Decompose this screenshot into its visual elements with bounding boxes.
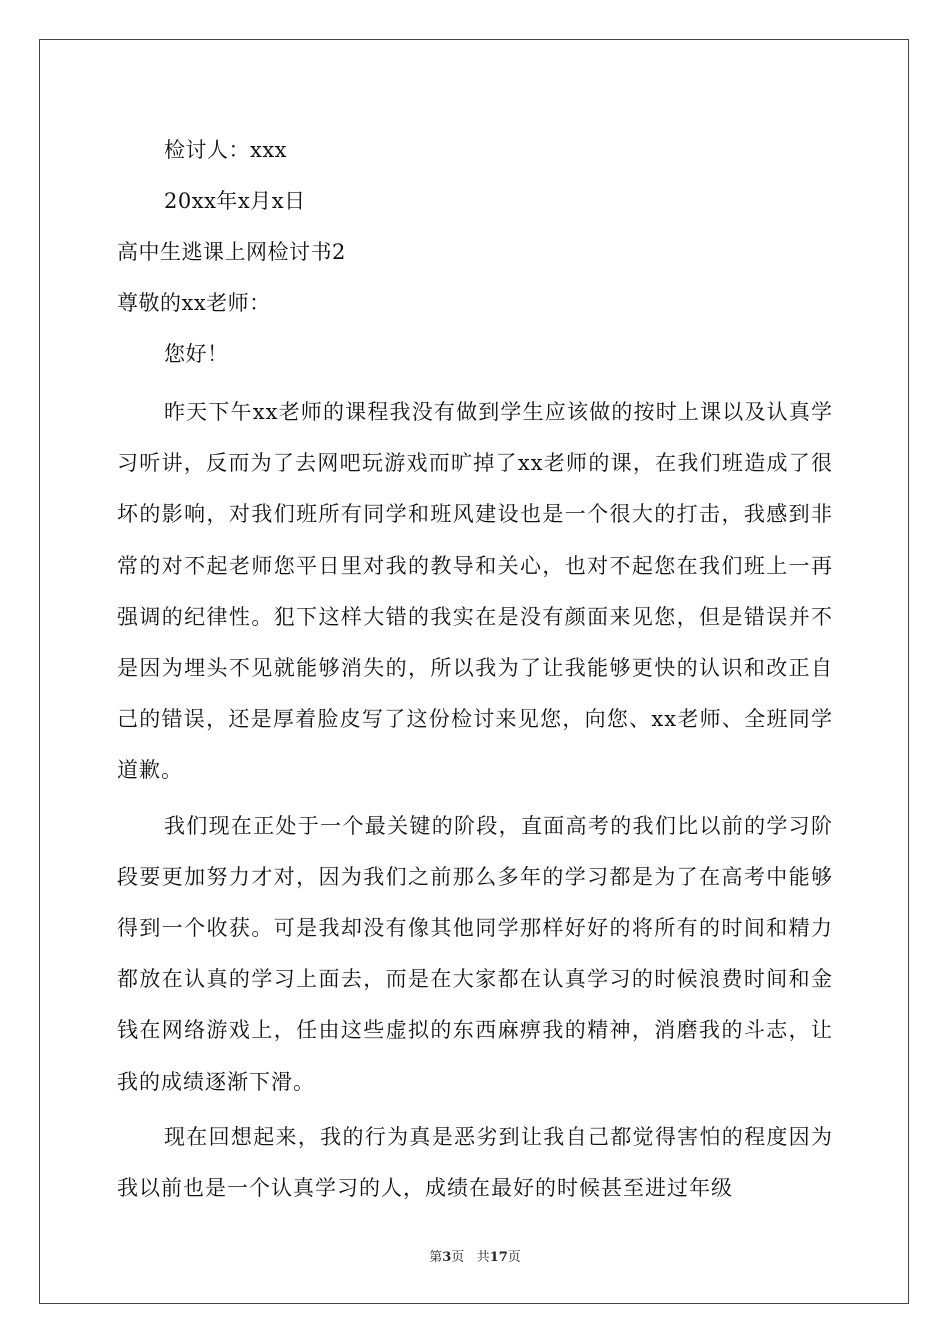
paragraph-3: 现在回想起来，我的行为真是恶劣到让我自己都觉得害怕的程度因为我以前也是一个认真学习的人，成绩在最好的时候甚至进过年级 (117, 1124, 833, 1201)
total-pages-number: 17 (489, 1250, 508, 1265)
document-title: 高中生逃课上网检讨书2 (117, 240, 346, 264)
paragraph-2: 我们现在正处于一个最关键的阶段，直面高考的我们比以前的学习阶段要更加努力才对，因为我们之前那么多年的学习都是为了在高考中能够得到一个收获。可是我却没有像其他同学那样好好的将所有的时间和精力都放在认真的学习上面去，而是在大家都在认真学习的时候浪费时间和金钱在网络游戏上，任由这些虚拟的东西麻痹我的精神，消磨我的斗志，让我的成绩逐渐下滑。 (117, 813, 833, 1094)
footer-page-unit: 页 (451, 1250, 465, 1265)
footer-total-prefix: 共 (476, 1250, 490, 1265)
salutation: 尊敬的xx老师： (117, 291, 271, 315)
page-footer (0, 1246, 950, 1265)
current-page-number: 3 (442, 1250, 452, 1265)
footer-prefix: 第 (429, 1250, 443, 1265)
paragraph-1: 昨天下午xx老师的课程我没有做到学生应该做的按时上课以及认真学习听讲，反而为了去网吧玩游戏而旷掉了xx老师的课，在我们班造成了很坏的影响，对我们班所有同学和班风建设也是一个很大的打击，我感到非常的对不起老师您平日里对我的教导和关心，也对不起您在我们班上一再强调的纪律性。犯下这样大错的我实在是没有颜面来见您，但是错误并不是因为埋头不见就能够消失的，所以我为了让我能够更快的认识和改正自己的错误，还是厚着脸皮写了这份检讨来见您，向您、xx老师、全班同学道歉。 (117, 400, 833, 783)
date-line: 20xx年x月x日 (164, 189, 306, 213)
greeting: 您好！ (164, 342, 229, 366)
footer-total-unit: 页 (507, 1250, 521, 1265)
reviewer-line: 检讨人：xxx (164, 138, 288, 162)
document-body (117, 128, 833, 1214)
